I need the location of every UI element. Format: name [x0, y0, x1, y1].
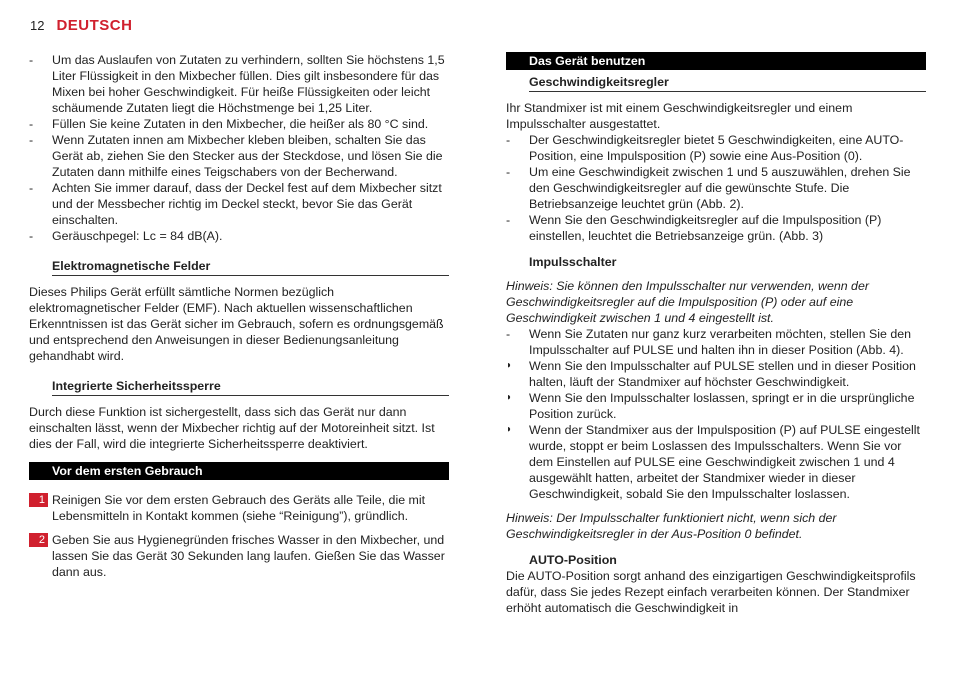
list-item: - Wenn Zutaten innen am Mixbecher kleben bleiben, schalten Sie das Gerät ab, ziehen Sie den Stecker aus der Steckdose, und lösen Sie die Zutaten dann mithilfe eines Teigschabers von der Becherwand. — [29, 133, 443, 179]
list-item: - Um das Auslaufen von Zutaten zu verhindern, sollten Sie höchstens 1,5 Liter Flüssigkeit in den Mixbecher füllen. Dies gilt insbesondere für das Mixen bei hoher Geschwindigkeit. Für heiße Flüssigkeiten oder leicht schäumende Zutaten liegt die Höchstmenge bei 1,25 Liter. — [29, 53, 445, 115]
section-heading: Das Gerät benutzen — [506, 52, 926, 70]
list-item: - Wenn Sie den Geschwindigkeitsregler auf die Impulsposition (P) einstellen, leuchtet die Betriebsanzeige grün. (Abb. 3) — [506, 213, 882, 243]
emf-text: Dieses Philips Gerät erfüllt sämtliche Normen bezüglich elektromagnetischer Felder (EMF). Nach aktuellen wissenschaftlichen Erkenntnissen ist das Gerät sicher im Gebrauch, sofern es ordnungsgemäß und entsprechend den Anweisungen in dieser Bedienungsanleitung gehandhabt wird. — [29, 285, 444, 363]
auto-text: Die AUTO-Position sorgt anhand des einzigartigen Geschwindigkeitsprofils dafür, dass Sie jedes Rezept einfach verarbeiten können. Der Standmixer erhöht automatisch die Geschwindigkeit in — [506, 569, 916, 615]
arrow-bullet-icon: ◗ — [506, 360, 513, 371]
auto-heading: AUTO-Position — [529, 553, 617, 567]
page-header — [30, 17, 132, 34]
language-title: DEUTSCH — [56, 17, 133, 34]
bullet-item: ◗ Wenn der Standmixer aus der Impulsposition (P) auf PULSE eingestellt wurde, stoppt er beim Loslassen des Impulsschalters. Wenn Sie vor dem Einstellen auf PULSE eine Geschwindigkeit zwischen 1 und 4 ausgewählt hatten, arbeitet der Standmixer wieder in dieser Geschwindigkeit, sobald Sie den Impulsschalter loslassen. — [506, 423, 920, 501]
list-item: - Um eine Geschwindigkeit zwischen 1 und 5 auszuwählen, drehen Sie den Geschwindigkeitsregler auf die gewünschte Stufe. Die Betriebsanzeige leuchtet grün (Abb. 2). — [506, 165, 911, 211]
right-column — [506, 52, 926, 616]
left-column — [29, 52, 449, 580]
speed-intro: Ihr Standmixer ist mit einem Geschwindigkeitsregler und einem Impulsschalter ausgestattet. — [506, 101, 853, 131]
list-item: - Geräuschpegel: Lc = 84 dB(A). — [29, 229, 223, 243]
step-item — [29, 532, 449, 580]
bullet-item: ◗ Wenn Sie den Impulsschalter auf PULSE stellen und in dieser Position halten, läuft der Standmixer auf höchster Geschwindigkeit. — [506, 359, 916, 389]
list-item: - Wenn Sie Zutaten nur ganz kurz verarbeiten möchten, stellen Sie den Impulsschalter auf PULSE und halten ihn in dieser Position (Abb. 4). — [506, 327, 912, 357]
step-number: 2 — [29, 533, 48, 547]
bullet-item: ◗ Wenn Sie den Impulsschalter loslassen, springt er in die ursprüngliche Position zurück. — [506, 391, 915, 421]
pulse-note: Hinweis: Sie können den Impulsschalter nur verwenden, wenn der Geschwindigkeitsregler auf die Impulsposition (P) oder auf eine Geschwindigkeit zwischen 1 und 4 eingestellt ist. — [506, 279, 869, 325]
arrow-bullet-icon: ◗ — [506, 392, 513, 403]
step-number: 1 — [29, 493, 48, 507]
step-text: Geben Sie aus Hygienegründen frisches Wasser in den Mixbecher, und lassen Sie das Gerät 30 Sekunden lang laufen. Gießen Sie das Wasser dann aus. — [52, 533, 445, 579]
list-item: - Der Geschwindigkeitsregler bietet 5 Geschwindigkeiten, eine AUTO-Position, eine Impulsposition (P) sowie eine Aus-Position (0). — [506, 133, 904, 163]
lock-text: Durch diese Funktion ist sichergestellt, dass sich das Gerät nur dann einschalten lässt, wenn der Mixbecher richtig auf der Motoreinheit sitzt. Ist dies der Fall, wird die integrierte Sicherheitssperre deaktiviert. — [29, 405, 435, 451]
step-text: Reinigen Sie vor dem ersten Gebrauch des Geräts alle Teile, die mit Lebensmitteln in Kontakt kommen (siehe “Reinigung”), gründlich. — [52, 493, 426, 523]
first-use-heading: Vor dem ersten Gebrauch — [29, 462, 449, 480]
lock-heading: Integrierte Sicherheitssperre — [52, 378, 449, 396]
emf-heading: Elektromagnetische Felder — [52, 258, 449, 276]
step-item — [29, 492, 449, 524]
speed-heading: Geschwindigkeitsregler — [529, 74, 926, 92]
pulse-heading: Impulsschalter — [529, 255, 617, 269]
list-item: - Achten Sie immer darauf, dass der Deckel fest auf dem Mixbecher sitzt und der Messbecher richtig im Deckel steckt, bevor Sie das Gerät einschalten. — [29, 181, 442, 227]
pulse-note-2: Hinweis: Der Impulsschalter funktioniert nicht, wenn sich der Geschwindigkeitsregler in der Aus-Position 0 befindet. — [506, 511, 837, 541]
page-number: 12 — [30, 18, 45, 33]
list-item: - Füllen Sie keine Zutaten in den Mixbecher, die heißer als 80 °C sind. — [29, 117, 429, 131]
arrow-bullet-icon: ◗ — [506, 424, 513, 435]
